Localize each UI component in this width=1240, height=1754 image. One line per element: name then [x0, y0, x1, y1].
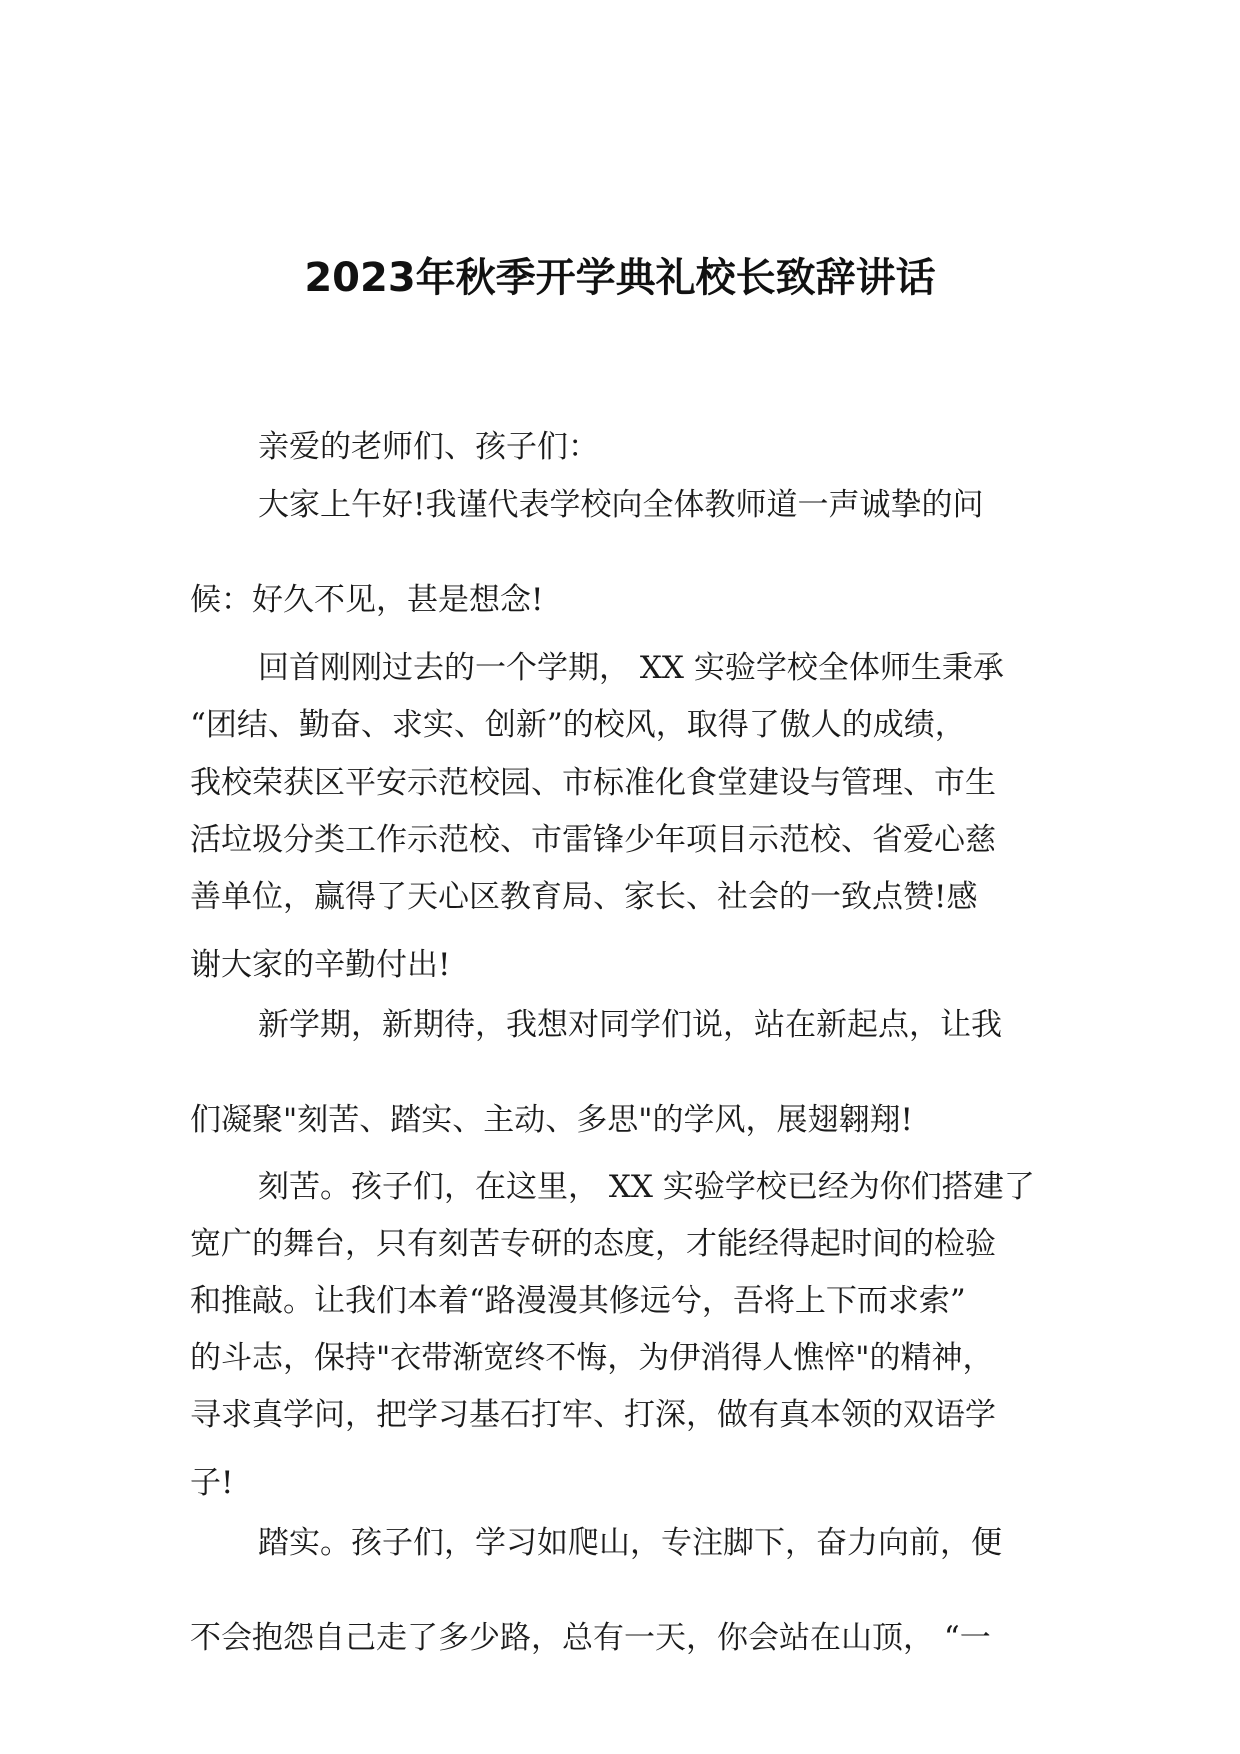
paragraph-line: 候：好久不见，甚是想念! [190, 582, 544, 618]
paragraph-line: 回首刚刚过去的一个学期， XX 实验学校全体师生秉承 [258, 650, 1004, 686]
paragraph-line: 我校荣获区平安示范校园、市标准化食堂建设与管理、市生 [190, 765, 996, 801]
paragraph-line: 的斗志，保持"衣带渐宽终不悔，为伊消得人憔悴"的精神， [190, 1340, 994, 1376]
paragraph-line: 大家上午好!我谨代表学校向全体教师道一声诚挚的问 [258, 487, 984, 523]
paragraph-line: “团结、勤奋、求实、创新”的校风，取得了傲人的成绩， [190, 707, 966, 743]
paragraph-line: 活垃圾分类工作示范校、市雷锋少年项目示范校、省爱心慈 [190, 822, 996, 858]
paragraph-line: 们凝聚"刻苦、踏实、主动、多思"的学风，展翅翱翔! [190, 1102, 913, 1138]
paragraph-line: 和推敲。让我们本着“路漫漫其修远兮，吾将上下而求索” [190, 1283, 966, 1319]
paragraph-line: 寻求真学问，把学习基石打牢、打深，做有真本领的双语学 [190, 1397, 996, 1433]
paragraph-line: 新学期，新期待，我想对同学们说，站在新起点，让我 [258, 1007, 1002, 1043]
paragraph-line: 不会抱怨自己走了多少路，总有一天，你会站在山顶， “一 [190, 1620, 991, 1656]
paragraph-line: 子! [190, 1465, 234, 1501]
paragraph-line: 刻苦。孩子们，在这里， XX 实验学校已经为你们搭建了 [258, 1169, 1035, 1205]
paragraph-line: 宽广的舞台，只有刻苦专研的态度，才能经得起时间的检验 [190, 1226, 996, 1262]
paragraph-line: 踏实。孩子们，学习如爬山，专注脚下，奋力向前，便 [258, 1525, 1002, 1561]
paragraph-line: 善单位，赢得了天心区教育局、家长、社会的一致点赞!感 [190, 879, 978, 915]
salutation: 亲爱的老师们、孩子们： [258, 429, 599, 465]
paragraph-line: 谢大家的辛勤付出! [190, 947, 451, 983]
page-title: 2023年秋季开学典礼校长致辞讲话 [304, 255, 936, 301]
